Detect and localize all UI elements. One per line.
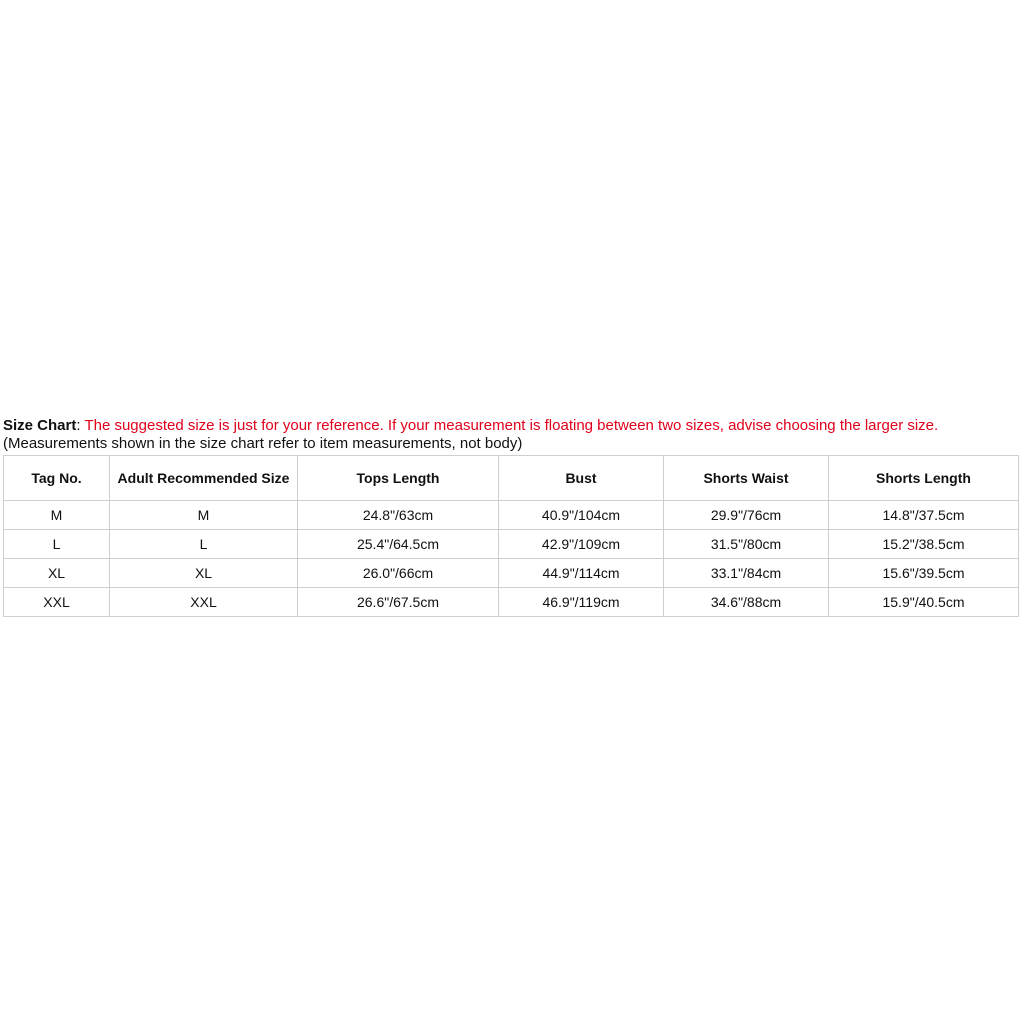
cell-tops-length: 25.4"/64.5cm	[298, 530, 499, 559]
cell-bust: 42.9"/109cm	[499, 530, 664, 559]
header-tag-no: Tag No.	[4, 456, 110, 501]
table-row	[4, 501, 1019, 530]
cell-adult-size: XXL	[110, 588, 298, 617]
measurement-warning: (Measurements shown in the size chart refer to item measurements, not body)	[3, 435, 523, 452]
cell-tag-no: L	[4, 530, 110, 559]
cell-shorts-length: 15.9"/40.5cm	[829, 588, 1019, 617]
cell-shorts-waist: 33.1"/84cm	[664, 559, 829, 588]
size-chart	[3, 417, 1019, 617]
cell-tag-no: XXL	[4, 588, 110, 617]
cell-tops-length: 26.0"/66cm	[298, 559, 499, 588]
table-row	[4, 588, 1019, 617]
cell-bust: 44.9"/114cm	[499, 559, 664, 588]
cell-tops-length: 24.8"/63cm	[298, 501, 499, 530]
cell-tops-length: 26.6"/67.5cm	[298, 588, 499, 617]
cell-tag-no: XL	[4, 559, 110, 588]
header-bust: Bust	[499, 456, 664, 501]
size-chart-intro	[3, 417, 1019, 435]
label-separator: :	[76, 417, 85, 434]
size-table	[3, 455, 1019, 617]
cell-bust: 46.9"/119cm	[499, 588, 664, 617]
table-row	[4, 559, 1019, 588]
cell-adult-size: L	[110, 530, 298, 559]
cell-bust: 40.9"/104cm	[499, 501, 664, 530]
header-tops-length: Tops Length	[298, 456, 499, 501]
cell-shorts-length: 15.2"/38.5cm	[829, 530, 1019, 559]
size-chart-label: Size Chart	[3, 417, 77, 434]
cell-adult-size: M	[110, 501, 298, 530]
cell-shorts-length: 15.6"/39.5cm	[829, 559, 1019, 588]
cell-shorts-waist: 31.5"/80cm	[664, 530, 829, 559]
table-row	[4, 530, 1019, 559]
header-shorts-waist: Shorts Waist	[664, 456, 829, 501]
cell-shorts-length: 14.8"/37.5cm	[829, 501, 1019, 530]
header-adult-recommended-size: Adult Recommended Size	[110, 456, 298, 501]
cell-shorts-waist: 29.9"/76cm	[664, 501, 829, 530]
cell-tag-no: M	[4, 501, 110, 530]
table-header-row	[4, 456, 1019, 501]
cell-shorts-waist: 34.6"/88cm	[664, 588, 829, 617]
cell-adult-size: XL	[110, 559, 298, 588]
header-shorts-length: Shorts Length	[829, 456, 1019, 501]
size-advice-note: The suggested size is just for your reference. If your measurement is floating between two sizes, advise choosing the larger size.	[84, 417, 939, 434]
